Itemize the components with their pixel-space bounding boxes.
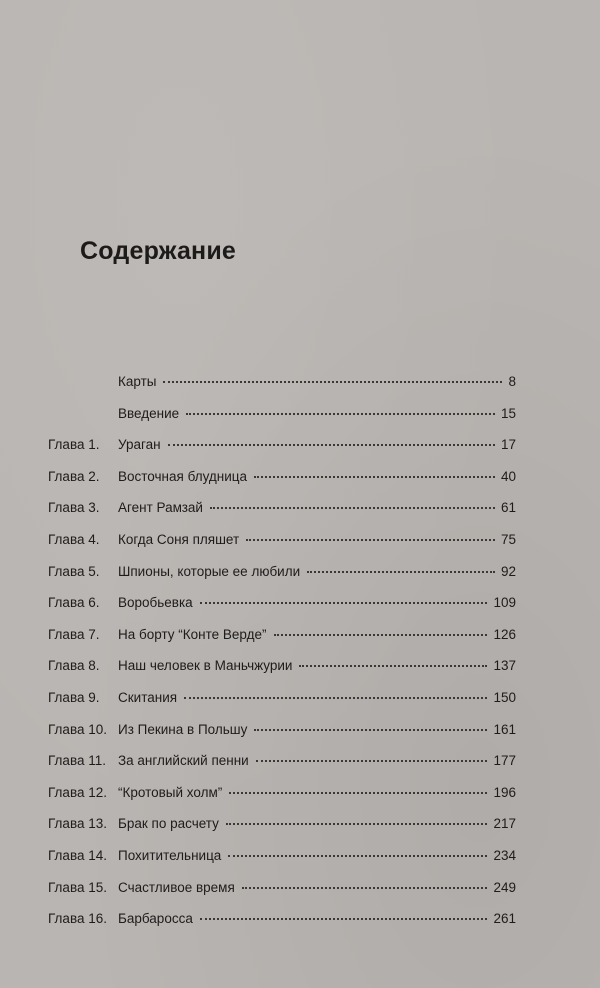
dot-leader: [256, 760, 488, 762]
toc-row: [0, 783, 600, 815]
chapter-number: Глава 10.: [48, 721, 107, 737]
chapter-title: Восточная блудница: [118, 468, 247, 484]
chapter-number: Глава 12.: [48, 784, 107, 800]
chapter-title: Агент Рамзай: [118, 500, 203, 516]
chapter-number: Глава 3.: [48, 500, 100, 516]
chapter-number: Глава 6.: [48, 595, 100, 611]
toc-row: [0, 720, 600, 752]
toc-entry: [118, 435, 516, 455]
dot-leader: [168, 444, 495, 446]
toc-entry: [118, 783, 516, 803]
chapter-title: За английский пенни: [118, 753, 249, 769]
toc-entry: [118, 878, 516, 898]
toc-row: [0, 562, 600, 594]
toc-entry: [118, 909, 516, 929]
toc-entry: [118, 404, 516, 424]
dot-leader: [186, 413, 495, 415]
dot-leader: [226, 823, 488, 825]
chapter-number: Глава 5.: [48, 563, 100, 579]
toc-row: [0, 530, 600, 562]
toc-row: [0, 372, 600, 404]
chapter-number: Глава 15.: [48, 879, 107, 895]
chapter-title: Из Пекина в Польшу: [118, 721, 248, 737]
dot-leader: [299, 665, 487, 667]
toc-entry: [118, 593, 516, 613]
chapter-number: Глава 11.: [48, 753, 106, 769]
chapter-number: Глава 8.: [48, 658, 100, 674]
toc-entry: [118, 498, 516, 518]
toc-row: [0, 467, 600, 499]
page-number: 40: [500, 468, 516, 484]
chapter-title: Карты: [118, 374, 157, 389]
page-number: 92: [500, 563, 516, 579]
chapter-title: На борту “Конте Верде”: [118, 626, 267, 642]
chapter-title: “Кротовый холм”: [118, 784, 223, 800]
page-number: 109: [493, 595, 516, 611]
page-number: 249: [493, 879, 516, 895]
chapter-title: Счастливое время: [118, 879, 235, 895]
toc-entry: [118, 530, 516, 550]
chapter-number: Глава 7.: [48, 626, 100, 642]
chapter-title: Скитания: [118, 689, 178, 705]
page-number: 217: [493, 816, 516, 832]
toc-row: [0, 878, 600, 910]
toc-entry: [118, 688, 516, 708]
page-number: 177: [493, 753, 516, 769]
toc-entry: [118, 814, 516, 834]
toc-row: [0, 498, 600, 530]
toc-entry: [118, 467, 516, 487]
toc-entry: [118, 720, 516, 740]
page-number: 75: [500, 531, 516, 547]
chapter-number: Глава 4.: [48, 531, 100, 547]
page-number: 61: [500, 500, 516, 516]
dot-leader: [274, 634, 488, 636]
chapter-number: Глава 1.: [48, 437, 100, 453]
dot-leader: [254, 729, 487, 731]
dot-leader: [163, 381, 502, 383]
toc-entry: [118, 372, 516, 392]
toc-row: [0, 814, 600, 846]
toc-entry: [118, 562, 516, 582]
dot-leader: [200, 602, 488, 604]
dot-leader: [184, 697, 487, 699]
chapter-title: Воробьевка: [118, 595, 193, 611]
chapter-title: Похитительница: [118, 847, 222, 863]
chapter-number: Глава 9.: [48, 689, 100, 705]
page-number: 137: [493, 658, 516, 674]
page-number: 126: [493, 626, 516, 642]
toc-row: [0, 625, 600, 657]
chapter-number: Глава 16.: [48, 911, 107, 927]
toc-row: [0, 846, 600, 878]
page-number: 150: [493, 689, 516, 705]
toc-row: [0, 404, 600, 436]
dot-leader: [228, 855, 487, 857]
dot-leader: [200, 918, 488, 920]
chapter-title: Ураган: [118, 437, 161, 453]
dot-leader: [246, 539, 495, 541]
chapter-number: Глава 13.: [48, 816, 107, 832]
chapter-title: Введение: [118, 405, 180, 421]
toc-row: [0, 435, 600, 467]
toc-row: [0, 909, 600, 941]
chapter-title: Барбаросса: [118, 911, 193, 927]
toc-entry: [118, 625, 516, 645]
dot-leader: [254, 476, 495, 478]
page-number: 17: [500, 437, 516, 453]
page-title: Содержание: [80, 237, 237, 265]
page-number: 161: [493, 721, 516, 737]
chapter-title: Когда Соня пляшет: [118, 531, 240, 547]
toc-entry: [118, 656, 516, 676]
page-number: 15: [500, 405, 516, 421]
toc-row: [0, 688, 600, 720]
chapter-title: Шпионы, которые ее любили: [118, 563, 301, 579]
page-number: 8: [508, 374, 516, 389]
toc-row: [0, 751, 600, 783]
chapter-title: Наш человек в Маньчжурии: [118, 658, 293, 674]
chapter-number: Глава 14.: [48, 847, 107, 863]
chapter-number: Глава 2.: [48, 468, 100, 484]
page-number: 234: [493, 847, 516, 863]
chapter-title: Брак по расчету: [118, 816, 219, 832]
toc-row: [0, 593, 600, 625]
table-of-contents: [0, 372, 600, 941]
dot-leader: [229, 792, 487, 794]
page-number: 261: [493, 911, 516, 927]
dot-leader: [242, 887, 488, 889]
toc-entry: [118, 846, 516, 866]
dot-leader: [307, 571, 495, 573]
page-number: 196: [493, 784, 516, 800]
dot-leader: [210, 507, 495, 509]
toc-entry: [118, 751, 516, 771]
toc-row: [0, 656, 600, 688]
